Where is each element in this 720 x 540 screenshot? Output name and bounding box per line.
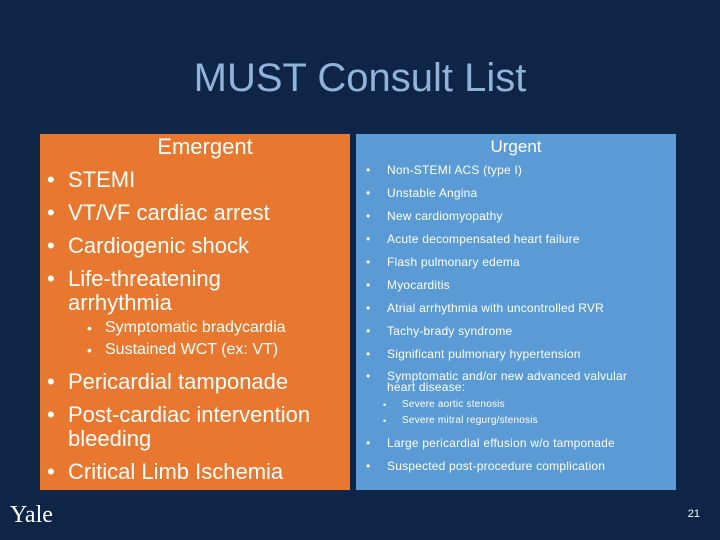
list-item-label: New cardiomyopathy [387,209,503,223]
list-item [383,413,657,429]
list-item-label: Large pericardial effusion w/o tamponade [387,436,615,450]
bullet-icon: • [366,186,371,200]
emergent-sub-list [85,318,286,362]
urgent-heading: Urgent [490,137,542,156]
list-item-label: Atrial arrhythmia with uncontrolled RVR [387,301,604,315]
list-item [366,279,666,291]
list-item-label: Post-cardiac intervention bleeding [68,402,311,451]
list-item-label: Acute decompensated heart failure [387,232,580,246]
list-item-label: STEMI [68,167,136,192]
list-item-label: Symptomatic bradycardia [105,319,286,336]
list-item-label: Cardiogenic shock [68,233,249,258]
bullet-icon: • [366,255,371,269]
bullet-icon: • [47,233,55,258]
list-item-label: Significant pulmonary hypertension [387,347,581,361]
list-item [40,234,328,258]
bullet-icon: • [366,278,371,292]
bullet-icon: • [366,459,371,473]
list-item-label: VT/VF cardiac arrest [68,200,270,225]
list-item-label: Symptomatic and/or new advanced valvular heart disease: [387,369,628,394]
list-item-label: Severe aortic stenosis [402,399,505,410]
list-item-label: Flash pulmonary edema [387,255,520,269]
list-item [40,403,328,451]
bullet-icon: • [383,416,387,426]
list-item [40,201,328,225]
list-item-label: Critical Limb Ischemia [68,459,284,484]
bullet-icon: • [87,342,92,358]
bullet-icon: • [87,320,92,336]
list-item [366,460,666,472]
list-item [40,267,258,315]
bullet-icon: • [366,324,371,338]
bullet-icon: • [366,232,371,246]
bullet-icon: • [47,369,55,394]
list-item [366,371,657,429]
bullet-icon: • [366,369,371,383]
list-item [366,187,666,199]
list-item [366,348,666,360]
list-item [366,233,666,245]
bullet-icon: • [366,436,371,450]
bullet-icon: • [47,167,55,192]
list-item [366,256,666,268]
list-item [366,210,666,222]
urgent-list [366,164,666,472]
bullet-icon: • [47,402,55,427]
emergent-list-bottom [40,370,328,493]
list-item [366,437,666,449]
list-item-label: Pericardial tamponade [68,369,289,394]
list-item [40,370,328,394]
list-item [40,168,328,192]
emergent-heading: Emergent [157,134,253,159]
emergent-list-top [40,168,328,324]
list-item-label: Life-threatening arrhythmia [68,266,221,315]
bullet-icon: • [366,209,371,223]
yale-logo: Yale [10,502,53,528]
list-item-label: Severe mitral regurg/stenosis [402,415,538,426]
urgent-panel [356,134,676,490]
emergent-panel [40,134,350,490]
list-item-label: Myocarditis [387,278,450,292]
list-item [85,318,286,338]
list-item-label: Unstable Angina [387,186,478,200]
bullet-icon: • [47,266,55,291]
bullet-icon: • [366,301,371,315]
list-item [366,302,666,314]
bullet-icon: • [366,163,371,177]
bullet-icon: • [47,459,55,484]
list-item-label: Sustained WCT (ex: VT) [105,341,279,358]
list-item [85,340,286,360]
list-item-label: Non-STEMI ACS (type I) [387,163,523,177]
bullet-icon: • [383,400,387,410]
list-item-label: Suspected post-procedure complication [387,459,606,473]
valvular-sub-list [383,397,657,429]
bullet-icon: • [47,200,55,225]
list-item [366,325,666,337]
list-item-label: Tachy-brady syndrome [387,324,513,338]
slide-title: MUST Consult List [193,56,527,100]
list-item [383,397,657,413]
list-item [40,460,328,484]
list-item [366,164,666,176]
page-number: 21 [687,508,700,520]
bullet-icon: • [366,347,371,361]
